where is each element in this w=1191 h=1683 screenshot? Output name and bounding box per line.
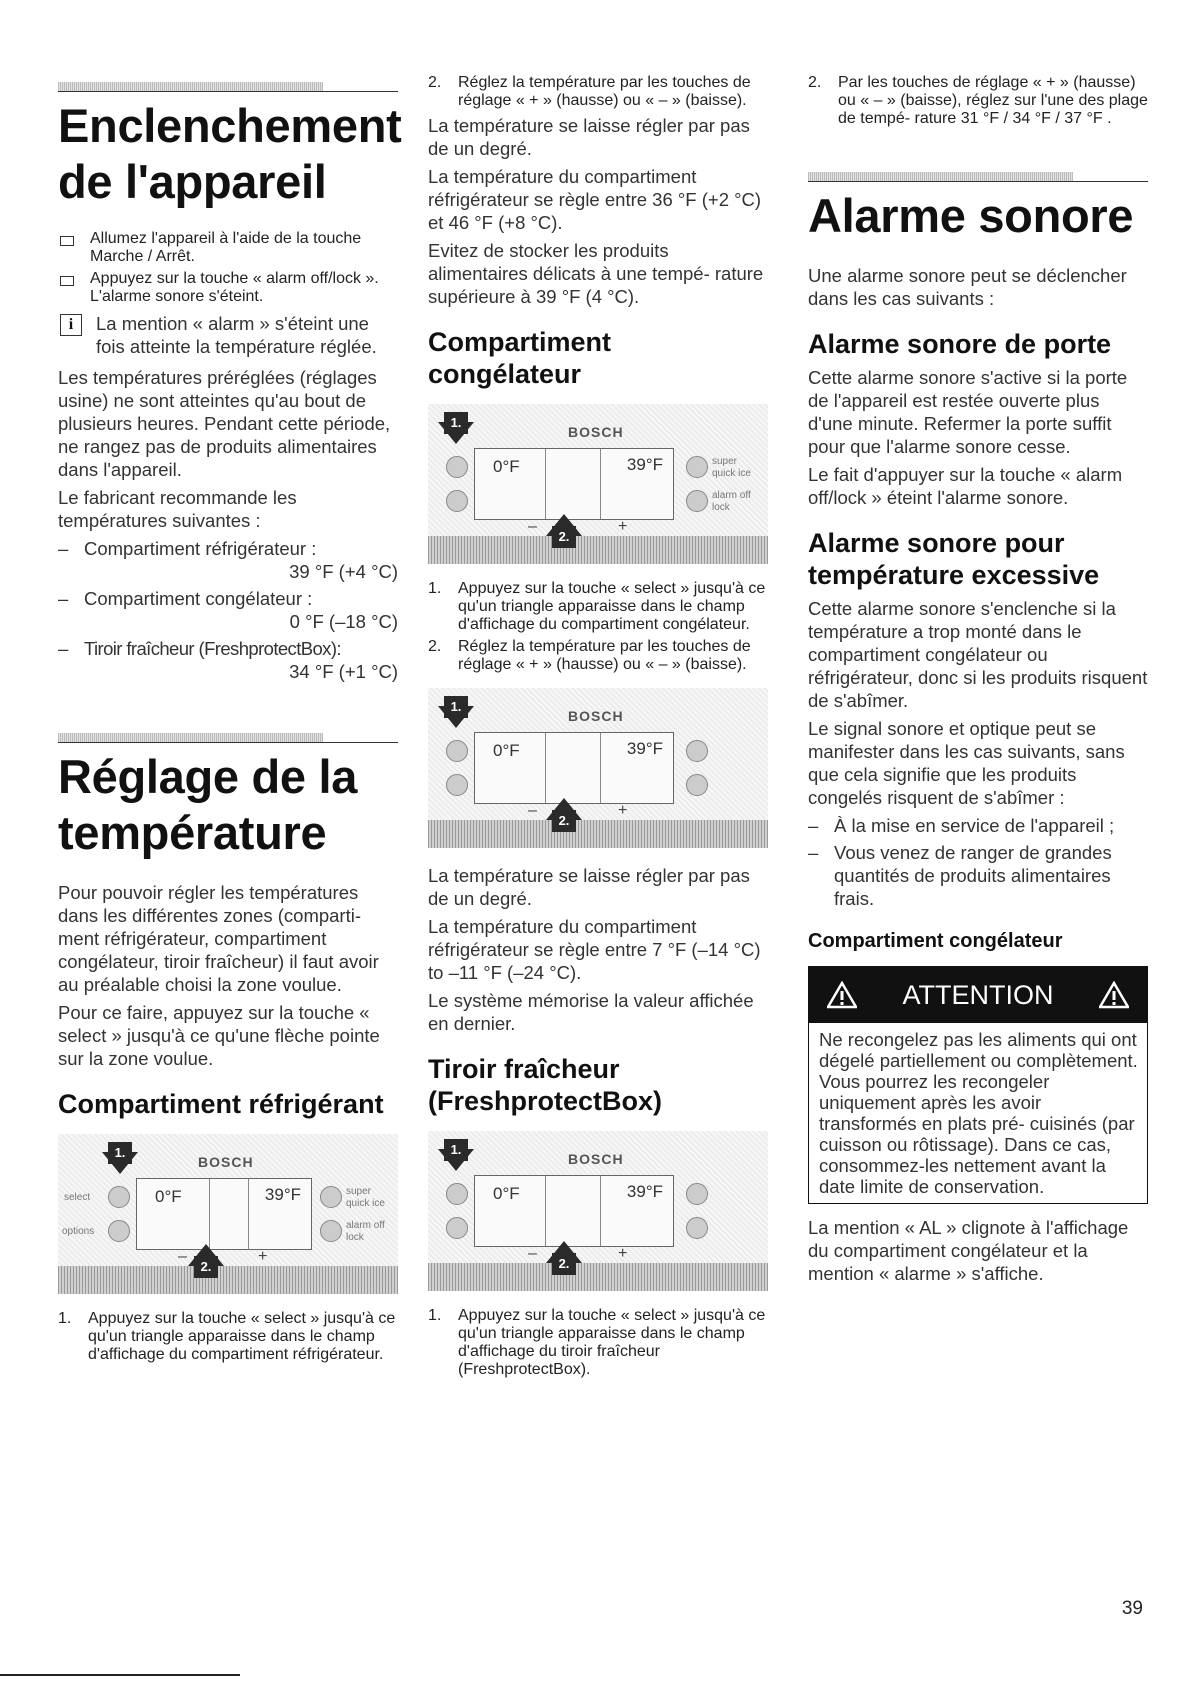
marker-1-icon: 1. — [438, 696, 474, 730]
marker-2-icon: 2. — [546, 798, 582, 832]
section-title-alarme: Alarme sonore — [808, 189, 1134, 242]
attention-label: ATTENTION — [902, 979, 1054, 1010]
options-button[interactable] — [446, 490, 468, 512]
alarm-off-button[interactable] — [686, 774, 708, 796]
numbered-step: 2. Réglez la température par les touches de réglage « + » (hausse) ou « – » (baisse). — [428, 638, 751, 673]
select-button[interactable] — [108, 1186, 130, 1208]
marker-2-icon: 2. — [188, 1244, 224, 1278]
paragraph: La mention « AL » clignote à l'affichage du compartiment congélateur et la mention « alarme » s'affiche. — [808, 1217, 1129, 1284]
column-middle — [428, 74, 768, 1383]
paragraph: Cette alarme sonore s'active si la porte de l'appareil est restée ouverte plus d'une minute. Refermer la porte suffit pour que l'alarme sonore cesse. — [808, 367, 1128, 457]
marker-1-icon: 1. — [438, 412, 474, 446]
select-button[interactable] — [446, 740, 468, 762]
super-quick-ice-button[interactable] — [686, 1183, 708, 1205]
select-button[interactable] — [446, 456, 468, 478]
brand-logo: BOSCH — [568, 708, 624, 724]
attention-body — [809, 1023, 1147, 1203]
temp-value: 34 °F (+1 °C) — [289, 661, 398, 682]
display: 0°F 39°F — [474, 732, 674, 804]
numbered-step: 2. Par les touches de réglage « + » (hausse) ou « – » (baisse), réglez sur l'une des plage de tempé- rature 31 °F / 34 °F / 37 °F . — [808, 74, 1148, 127]
display: 0°F 39°F — [474, 448, 674, 520]
alarm-off-button[interactable] — [686, 1217, 708, 1239]
paragraph: Les températures préréglées (réglages usine) ne sont atteintes qu'au bout de plusieurs heures. Pendant cette période, ne rangez pas de produits alimentaires dans l'appareil. — [58, 367, 391, 480]
paragraph: La température se laisse régler par pas de un degré. — [428, 115, 750, 159]
super-quick-ice-button[interactable] — [320, 1186, 342, 1208]
column-left — [58, 78, 402, 1368]
paragraph: Le signal sonore et optique peut se manifester dans les cas suivants, sans que cela signifie que les produits congelés risquent de s'abîmer : — [808, 718, 1125, 808]
case-item: – À la mise en service de l'appareil ; — [808, 815, 1115, 836]
alarm-off-button[interactable] — [686, 490, 708, 512]
square-bullet-icon — [60, 276, 74, 286]
footer-rule — [0, 1674, 240, 1676]
info-icon: i — [60, 314, 82, 336]
marker-2-icon: 2. — [546, 514, 582, 548]
paragraph: Le fait d'appuyer sur la touche « alarm off/lock » éteint l'alarme sonore. — [808, 464, 1123, 508]
control-panel-image: BOSCH 1. 0°F 39°F – + 2. — [428, 1131, 768, 1291]
paragraph: Cette alarme sonore s'enclenche si la température a trop monté dans le compartiment congélateur ou réfrigérateur, donc si les produits risquent de s'abîmer. — [808, 598, 1148, 711]
numbered-step: 2. Réglez la température par les touches de réglage « + » (hausse) ou « – » (baisse). — [428, 74, 751, 109]
subheading-congelateur: Compartiment congélateur — [428, 327, 612, 389]
numbered-step: 1. Appuyez sur la touche « select » jusqu'à ce qu'un triangle apparaisse dans le champ d'affichage du tiroir fraîcheur (FreshprotectBox). — [428, 1307, 766, 1378]
control-panel-image: BOSCH 1. 0°F 39°F – + 2. — [428, 688, 768, 848]
display: 0°F 39°F — [136, 1178, 312, 1250]
subheading-tiroir: Tiroir fraîcheur (FreshprotectBox) — [428, 1054, 663, 1116]
numbered-step: 1. Appuyez sur la touche « select » jusqu'à ce qu'un triangle apparaisse dans le champ d'affichage du compartiment réfrigérateur. — [58, 1310, 396, 1363]
temp-value: 0 °F (–18 °C) — [289, 611, 398, 632]
section-rule — [808, 168, 1148, 182]
bullet-text: Appuyez sur la touche « alarm off/lock ». L'alarme sonore s'éteint. — [90, 270, 379, 305]
section-rule — [58, 78, 398, 92]
paragraph: Evitez de stocker les produits alimentaires délicats à une tempé- rature supérieure à 39 °F (4 °C). — [428, 240, 764, 307]
paragraph: Une alarme sonore peut se déclencher dans les cas suivants : — [808, 265, 1127, 309]
warning-icon — [1099, 981, 1129, 1009]
options-button[interactable] — [446, 774, 468, 796]
subheading-temperature: Alarme sonore pour température excessive — [808, 528, 1100, 590]
note-text: La mention « alarm » s'éteint une fois atteinte la température réglée. — [96, 313, 377, 357]
bullet-text: Allumez l'appareil à l'aide de la touche Marche / Arrêt. — [90, 230, 362, 265]
case-item: – Vous venez de ranger de grandes quantités de produits alimentaires frais. — [808, 842, 1112, 909]
options-button[interactable] — [108, 1220, 130, 1242]
temp-item: – Compartiment congélateur : — [58, 588, 313, 609]
paragraph: Le système mémorise la valeur affichée en dernier. — [428, 990, 754, 1034]
marker-1-icon: 1. — [438, 1139, 474, 1173]
alarm-off-button[interactable] — [320, 1220, 342, 1242]
control-panel-image: BOSCH 1. 0°F 39°F super quick ice alarm off lock – + 2. — [428, 404, 768, 564]
display: 0°F 39°F — [474, 1175, 674, 1247]
paragraph: La température se laisse régler par pas de un degré. — [428, 865, 750, 909]
subheading-congelateur: Compartiment congélateur — [808, 930, 1063, 952]
section-rule — [58, 729, 398, 743]
temp-item: – Compartiment réfrigérateur : — [58, 538, 317, 559]
paragraph: Pour pouvoir régler les températures dans les différentes zones (comparti- ment réfrigérateur, compartiment congélateur, tiroir fraîcheur) il faut avoir au préalable choisi la zone voulue. — [58, 882, 379, 995]
numbered-step: 1. Appuyez sur la touche « select » jusqu'à ce qu'un triangle apparaisse dans le champ d'affichage du compartiment congélateur. — [428, 580, 766, 633]
paragraph: Le fabricant recommande les températures suivantes : — [58, 487, 297, 531]
marker-2-icon: 2. — [546, 1241, 582, 1275]
brand-logo: BOSCH — [568, 1151, 624, 1167]
temp-item: – Tiroir fraîcheur (FreshprotectBox): — [58, 638, 341, 659]
bullet-item — [58, 230, 398, 266]
attention-text: Ne recongelez pas les aliments qui ont dégelé partiellement ou complètement. Vous pourrez les recongeler uniquement après les avoir transformés en plats pré- cuisinés (par cuisson ou rôtissage). Dans ce cas, consommez-les nettement avant la date limite de conservation. — [819, 1029, 1138, 1197]
warning-icon — [827, 981, 857, 1009]
super-quick-ice-button[interactable] — [686, 456, 708, 478]
subheading-porte: Alarme sonore de porte — [808, 329, 1112, 359]
brand-logo: BOSCH — [198, 1154, 254, 1170]
section-title-reglage: Réglage de la température — [58, 750, 358, 859]
control-panel-image: BOSCH 1. 0°F 39°F select options super quick ice alarm off lock – + 2. — [58, 1134, 398, 1294]
square-bullet-icon — [60, 236, 74, 246]
options-button[interactable] — [446, 1217, 468, 1239]
marker-1-icon: 1. — [102, 1142, 138, 1176]
page-number: 39 — [1121, 1598, 1143, 1619]
select-button[interactable] — [446, 1183, 468, 1205]
paragraph: La température du compartiment réfrigérateur se règle entre 36 °F (+2 °C) et 46 °F (+8 °C). — [428, 166, 762, 233]
paragraph: Pour ce faire, appuyez sur la touche « select » jusqu'à ce qu'une flèche pointe sur la zone voulue. — [58, 1002, 380, 1069]
attention-header — [809, 967, 1147, 1023]
subheading-refrigerant: Compartiment réfrigérant — [58, 1089, 384, 1119]
attention-box — [808, 966, 1148, 1204]
column-right — [808, 74, 1148, 1290]
section-title-enclenchement: Enclenchement de l'appareil — [58, 99, 402, 208]
info-note — [58, 312, 398, 358]
paragraph: La température du compartiment réfrigérateur se règle entre 7 °F (–14 °C) to –11 °F (–24 °C). — [428, 916, 761, 983]
brand-logo: BOSCH — [568, 424, 624, 440]
bullet-item — [58, 270, 398, 306]
super-quick-ice-button[interactable] — [686, 740, 708, 762]
temp-value: 39 °F (+4 °C) — [289, 561, 398, 582]
